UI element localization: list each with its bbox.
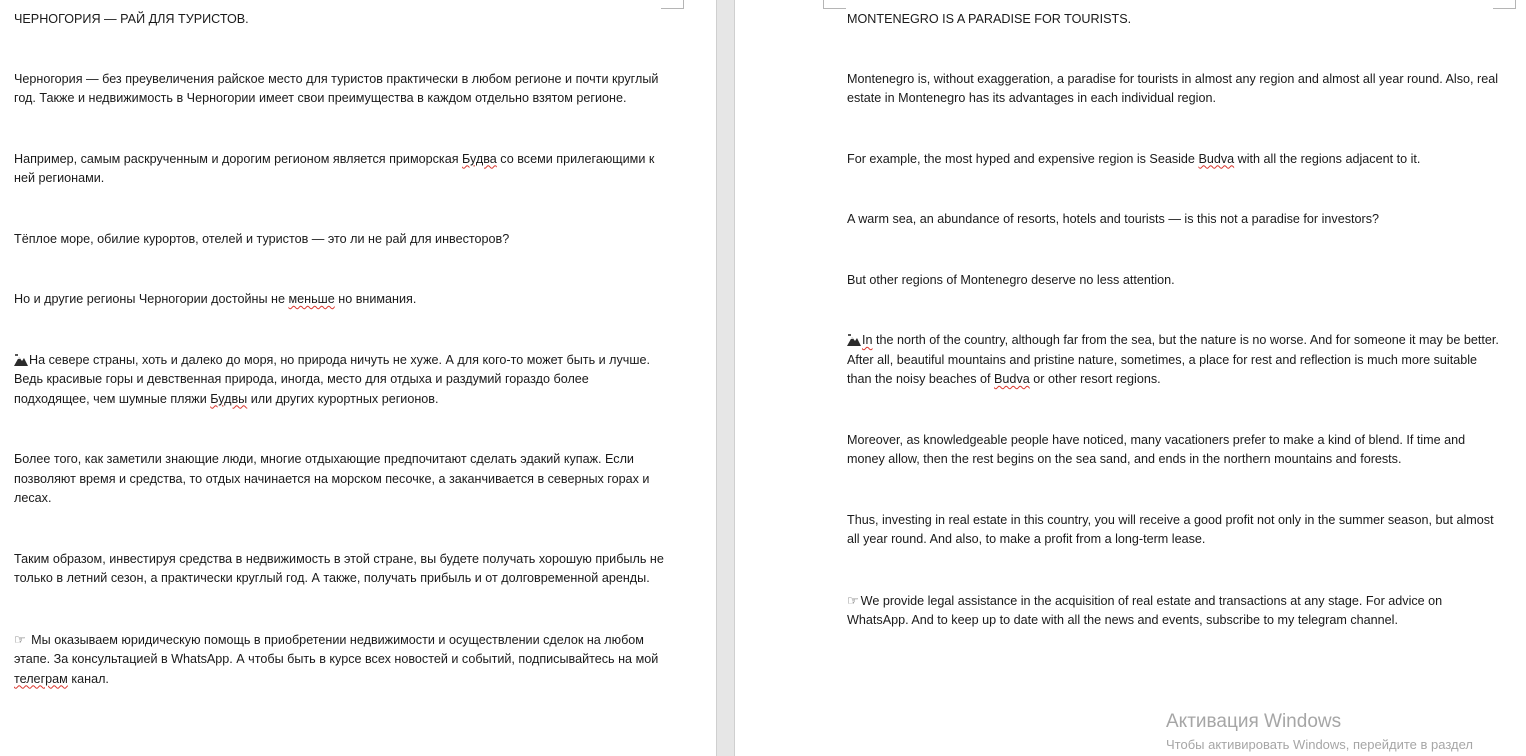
right-paragraph-4: But other regions of Montenegro deserve no less attention. <box>847 272 1175 287</box>
right-paragraph-1: Montenegro is, without exaggeration, a paradise for tourists in almost any region and almost all year round. Also, real estate in Montenegro has its advantages in each individual region. <box>847 71 1499 105</box>
spellcheck-word[interactable]: Будвы <box>210 391 248 406</box>
pointing-hand-icon: ☞ <box>14 631 26 647</box>
spellcheck-word[interactable]: телеграм <box>14 671 68 686</box>
right-paragraph-3: A warm sea, an abundance of resorts, hotels and tourists — is this not a paradise for investors? <box>847 212 1380 226</box>
left-paragraph-3: Тёплое море, обилие курортов, отелей и туристов — это ли не рай для инвесторов? <box>14 231 510 246</box>
right-paragraph-8: ☞ We provide legal assistance in the acquisition of real estate and transactions at any stage. For advice on WhatsApp. And to keep up to date with all the news and events, subscribe to my telegram channel. <box>847 592 1443 627</box>
right-paragraph-2: For example, the most hyped and expensive region is Seaside Budva with all the regions adjacent to it. <box>847 151 1421 166</box>
page-corner-mark <box>1493 0 1516 9</box>
page-corner-mark <box>823 0 846 9</box>
spellcheck-word[interactable]: Будва <box>462 151 497 166</box>
right-paragraph-5: In the north of the country, although far from the sea, but the nature is no worse. And for someone it may be better. After all, beautiful mountains and pristine nature, sometimes, a place for rest and reflection is much more suitable than the noisy beaches of Budva or other resort regions. <box>847 333 1499 386</box>
left-paragraph-6: Более того, как заметили знающие люди, многие отдыхающие предпочитают сделать эдакий купаж. Если позволяют время и средства, то отдых начинается на морском песочке, а заканчивается в северных горах и лесах. <box>14 452 650 505</box>
left-paragraph-7: Таким образом, инвестируя средства в недвижимость в этой стране, вы будете получать хорошую прибыль не только в летний сезон, а практически круглый год. А также, получать прибыль и от долговременной аренды. <box>14 551 664 585</box>
mountain-icon <box>14 353 28 366</box>
mountain-icon <box>847 333 861 346</box>
left-paragraph-4: Но и другие регионы Черногории достойны не меньше но внимания. <box>14 292 417 306</box>
page-corner-mark <box>661 0 684 9</box>
document-page-right <box>735 0 1526 756</box>
left-text-column <box>14 10 664 730</box>
watermark-title: Активация Windows <box>1166 711 1342 732</box>
right-heading: MONTENEGRO IS A PARADISE FOR TOURISTS. <box>847 12 1132 26</box>
left-paragraph-2: Например, самым раскрученным и дорогим регионом является приморская Будва со всеми прилегающими к ней регионами. <box>14 151 655 185</box>
right-paragraph-6: Moreover, as knowledgeable people have noticed, many vacationers prefer to make a kind of blend. If time and money allow, then the rest begins on the sea sand, and ends in the northern mountains and forests. <box>847 432 1466 466</box>
pointing-hand-icon: ☞ <box>847 592 859 608</box>
left-paragraph-1: Черногория — без преувеличения райское место для туристов практически в любом регионе и почти круглый год. Также и недвижимость в Черногории имеет свои преимущества в каждом отдельно взятом регионе. <box>14 71 659 105</box>
spellcheck-word[interactable]: In <box>862 333 873 347</box>
right-paragraph-7: Thus, investing in real estate in this country, you will receive a good profit not only in the summer season, but almost all year round. And also, to make a profit from a long-term lease. <box>847 512 1494 546</box>
document-page-left <box>0 0 716 756</box>
watermark-subtitle: Чтобы активировать Windows, перейдите в раздел <box>1166 737 1473 752</box>
right-text-column <box>847 10 1502 672</box>
page-gutter <box>716 0 735 756</box>
left-paragraph-5: На севере страны, хоть и далеко до моря, но природа ничуть не хуже. А для кого-то может быть и лучше. Ведь красивые горы и девственная природа, иногда, место для отдыха и раздумий гораздо более подходящее, чем шумные пляжи Будвы или других курортных регионов. <box>14 352 650 406</box>
windows-activation-watermark <box>1166 710 1526 756</box>
spellcheck-word[interactable]: Budva <box>994 372 1030 386</box>
spellcheck-word[interactable]: Budva <box>1198 151 1235 166</box>
left-heading: ЧЕРНОГОРИЯ — РАЙ ДЛЯ ТУРИСТОВ. <box>14 12 249 26</box>
spellcheck-word[interactable]: меньше <box>288 292 335 306</box>
left-paragraph-8: ☞ Мы оказываем юридическую помощь в приобретении недвижимости и осуществлении сделок на любом этапе. За консультацией в WhatsApp. А чтобы быть в курсе всех новостей и событий, подписывайтесь на мой телеграм канал. <box>14 631 659 686</box>
